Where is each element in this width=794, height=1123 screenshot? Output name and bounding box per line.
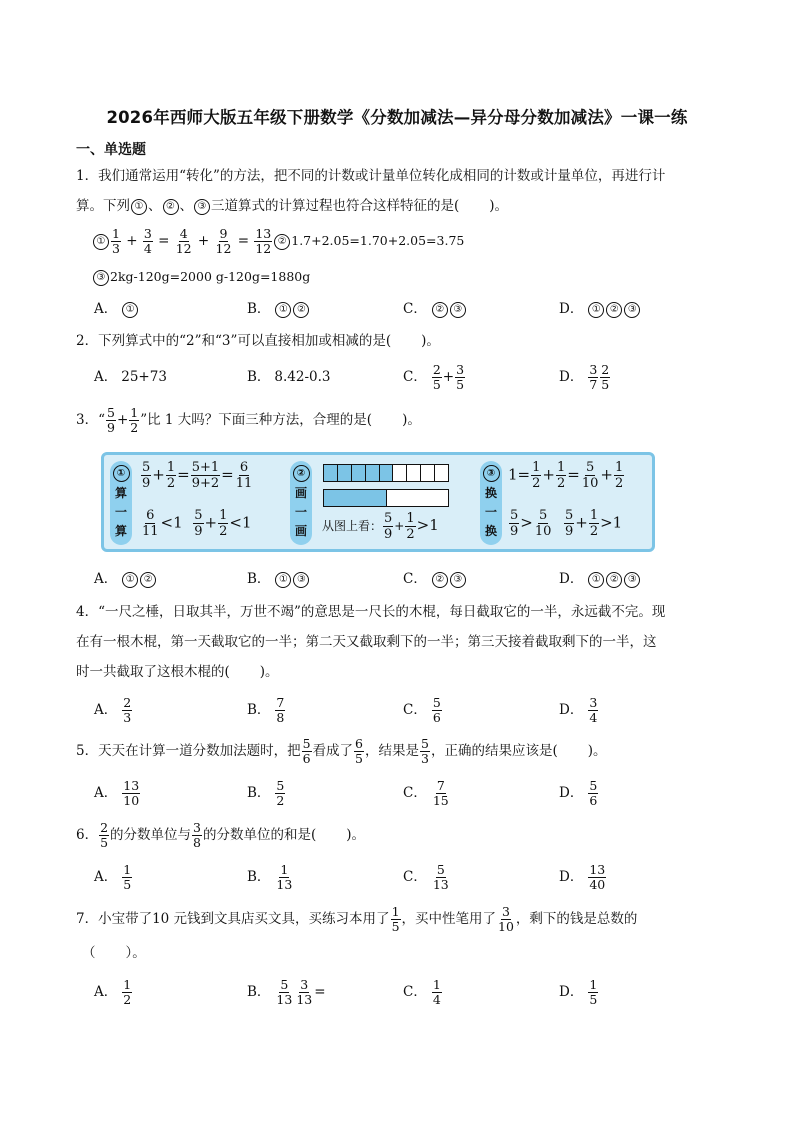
- q5-option-a[interactable]: A． $\frac{13}{10}$: [94, 777, 140, 808]
- q5-option-c[interactable]: C． $\frac{7}{15}$: [403, 777, 449, 808]
- q5-option-d[interactable]: D． $\frac{5}{6}$: [559, 777, 598, 808]
- fraction: $\frac{9}{12}$: [215, 225, 232, 256]
- circled-1-icon: ①: [93, 234, 109, 250]
- q3-stem: 3．“ $\frac{5}{9}$ + $\frac{1}{2}$ ”比 1 大吗？下面三种方法，合理的是( )。: [76, 404, 421, 435]
- method-3-expr1: 1= $\frac{1}{2}$ + $\frac{1}{2}$ = $\frac{5}{10}$ + $\frac{1}{2}$: [508, 460, 624, 491]
- q4-line1: 4．“一尺之棰，日取其半，万世不竭”的意思是一尺长的木棍，每日截取它的一半，永远截不完。现: [76, 604, 666, 620]
- q1-line1: 1．我们通常运用“转化”的方法，把不同的计数或计量单位转化成相同的计数或计量单位，再进行计: [76, 168, 666, 184]
- q5-stem: 5．天天在计算一道分数加法题时，把 $\frac{5}{6}$ 看成了 $\frac{6}{5}$ ，结果是 $\frac{5}{3}$ ，正确的结果应该是( )。: [76, 735, 607, 766]
- q6-option-d[interactable]: D． $\frac{13}{40}$: [559, 861, 606, 892]
- fraction: $\frac{1}{3}$: [112, 225, 120, 256]
- circled-3-icon: ③: [194, 199, 210, 215]
- bar-segment: [338, 465, 352, 481]
- bar-segment: [393, 465, 407, 481]
- q4-option-a[interactable]: A． $\frac{2}{3}$: [94, 694, 132, 725]
- circled-1-icon: ①: [131, 199, 147, 215]
- bar-segment: [324, 465, 338, 481]
- bar-segment: [387, 490, 449, 506]
- q6-option-a[interactable]: A． $\frac{1}{5}$: [94, 861, 132, 892]
- circled-2-icon: ②: [163, 199, 179, 215]
- bar-segment: [380, 465, 394, 481]
- q3-option-d[interactable]: D． ① ② ③: [559, 569, 641, 589]
- q1-option-c[interactable]: C． ② ③: [403, 299, 467, 319]
- bar-segment: [407, 465, 421, 481]
- q6-option-b[interactable]: B． $\frac{1}{13}$: [247, 861, 293, 892]
- q1-expressions-row: ① $\frac{1}{3}$ + $\frac{3}{4}$ = $\frac{4}{12}$ + $\frac{9}{12}$ = $\frac{13}{12}$ ② 1.7+2.05=1.70+2.05=3.75: [92, 226, 464, 256]
- q7-stem: 7．小宝带了10 元钱到文具店买文具，买练习本用了 $\frac{1}{5}$ ，买中性笔用了 $\frac{3}{10}$ ，剩下的钱是总数的: [76, 903, 638, 934]
- method-3-expr2: $\frac{5}{9}$ > $\frac{5}{10}$ $\frac{5}{9}$ + $\frac{1}{2}$ >1: [510, 508, 623, 539]
- q2-stem: 2．下列算式中的“2”和“3”可以直接相加或相减的是( )。: [76, 333, 440, 349]
- method-2-tag: ② 画 一 画: [290, 461, 312, 545]
- bar-segment: [324, 490, 387, 506]
- section-heading: 一、单选题: [76, 142, 146, 158]
- q2-option-c[interactable]: C． $\frac{2}{5}$ + $\frac{3}{5}$: [403, 361, 465, 392]
- q3-option-c[interactable]: C． ② ③: [403, 569, 467, 589]
- method-1-tag: ① 算 一 算: [110, 461, 132, 545]
- q7-option-c[interactable]: C． $\frac{1}{4}$: [403, 976, 441, 1007]
- q1-option-a[interactable]: A． ①: [94, 299, 139, 319]
- circled-3-icon: ③: [93, 270, 109, 286]
- q6-stem: 6． $\frac{2}{5}$ 的分数单位与 $\frac{3}{8}$ 的分数单位的和是( )。: [76, 819, 366, 850]
- q4-option-b[interactable]: B． $\frac{7}{8}$: [247, 694, 285, 725]
- ninths-bar: [323, 464, 449, 482]
- q1-line2: 算。下列 ① 、 ② 、 ③ 三道算式的计算过程也符合这样特征的是( )。: [76, 198, 509, 214]
- q4-line2: 在有一根木棍，第一天截取它的一半；第二天又截取剩下的一半；第三天接着截取剩下的一半，这: [76, 634, 657, 650]
- q2-option-a[interactable]: A． 25+73: [94, 369, 167, 385]
- q5-option-b[interactable]: B． $\frac{5}{2}$: [247, 777, 285, 808]
- q1-expr3-row: ③ 2kg-120g=2000 g-120g=1880g: [92, 267, 310, 287]
- q1-option-b[interactable]: B． ① ②: [247, 299, 310, 319]
- fraction: $\frac{13}{12}$: [255, 225, 272, 256]
- q7-option-a[interactable]: A． $\frac{1}{2}$: [94, 976, 132, 1007]
- fraction: $\frac{3}{4}$: [143, 225, 152, 256]
- bar-segment: [435, 465, 448, 481]
- method-2-expr: 从图上看： $\frac{5}{9}$ + $\frac{1}{2}$ >1: [322, 511, 439, 542]
- bar-segment: [366, 465, 380, 481]
- page-title: 2026年西师大版五年级下册数学《分数加减法—异分母分数加减法》一课一练: [106, 108, 688, 127]
- method-3-tag: ③ 换 一 换: [480, 461, 502, 545]
- method-1-expr2: $\frac{6}{11}$ <1 $\frac{5}{9}$ + $\frac{1}{2}$ <1: [142, 508, 252, 539]
- fraction: $\frac{4}{12}$: [175, 225, 192, 256]
- method-1-expr1: $\frac{5}{9}$ + $\frac{1}{2}$ = $\frac{5+1}{9+2}$ = $\frac{6}{11}$: [142, 460, 253, 491]
- q1-expr2: 1.7+2.05=1.70+2.05=3.75: [291, 233, 465, 248]
- q4-option-d[interactable]: D． $\frac{3}{4}$: [559, 694, 598, 725]
- q2-option-d[interactable]: D． $\frac{3}{7}$ $\frac{2}{5}$: [559, 361, 610, 392]
- q7-answer-paren: （ ）。: [82, 945, 146, 961]
- methods-figure: [101, 452, 655, 552]
- q3-option-a[interactable]: A． ① ②: [94, 569, 157, 589]
- q6-option-c[interactable]: C． $\frac{5}{13}$: [403, 861, 449, 892]
- bar-segment: [352, 465, 366, 481]
- halves-bar: [323, 489, 449, 507]
- bar-segment: [421, 465, 435, 481]
- circled-2-icon: ②: [274, 234, 290, 250]
- q3-option-b[interactable]: B． ① ③: [247, 569, 310, 589]
- q2-option-b[interactable]: B． 8.42-0.3: [247, 369, 331, 385]
- q4-line3: 时一共截取了这根木棍的( )。: [76, 664, 279, 680]
- q7-option-b[interactable]: B． $\frac{5}{13}$ $\frac{3}{13}$ =: [247, 976, 326, 1007]
- q7-option-d[interactable]: D． $\frac{1}{5}$: [559, 976, 598, 1007]
- q1-option-d[interactable]: D． ① ② ③: [559, 299, 641, 319]
- q4-option-c[interactable]: C． $\frac{5}{6}$: [403, 694, 441, 725]
